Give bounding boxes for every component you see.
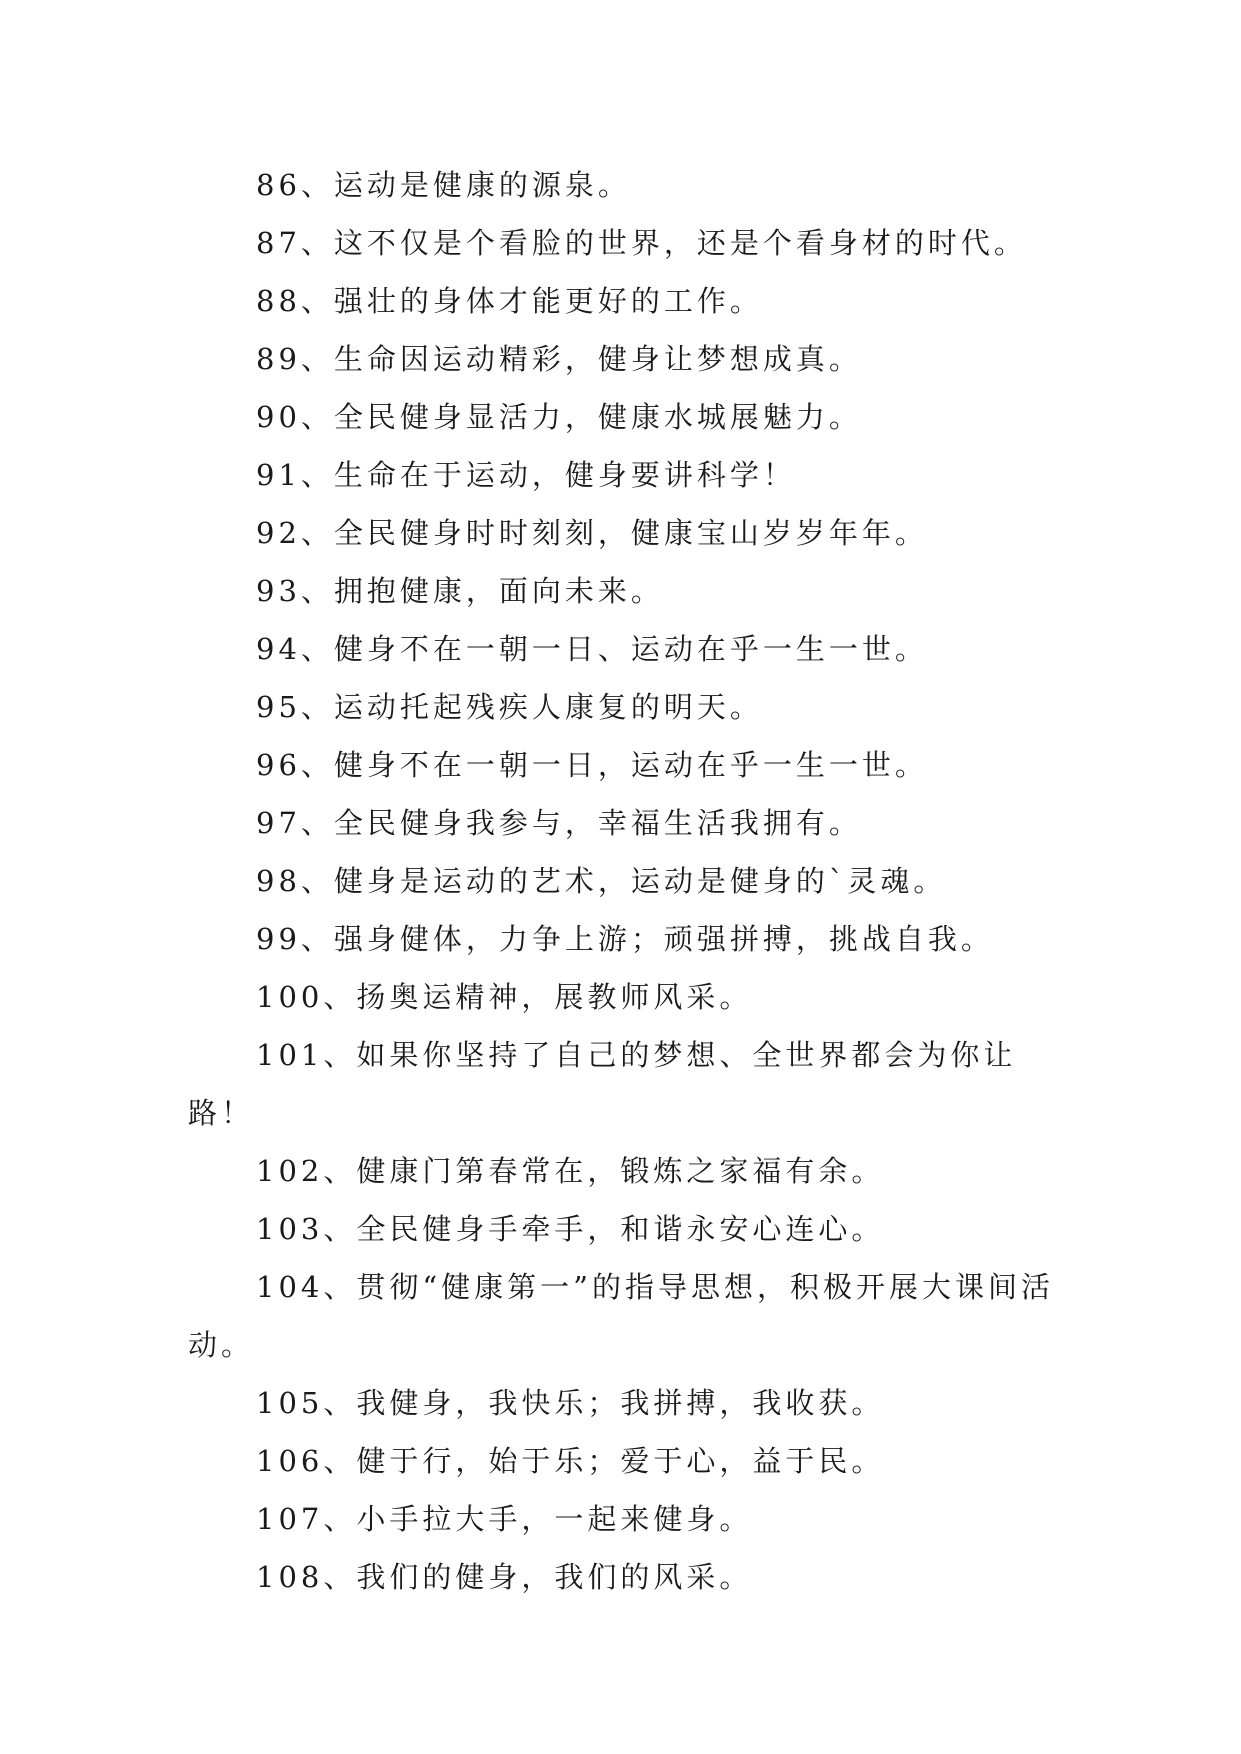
list-item: 94、健身不在一朝一日、运动在乎一生一世。 — [256, 632, 928, 666]
list-item: 96、健身不在一朝一日，运动在乎一生一世。 — [256, 748, 928, 782]
list-item: 98、健身是运动的艺术，运动是健身的`灵魂。 — [256, 864, 947, 898]
list-item: 101、如果你坚持了自己的梦想、全世界都会为你让路！ — [188, 1038, 1017, 1130]
list-item: 103、全民健身手牵手，和谐永安心连心。 — [256, 1212, 885, 1246]
list-item: 102、健康门第春常在，锻炼之家福有余。 — [256, 1154, 885, 1188]
list-item: 91、生命在于运动，健身要讲科学！ — [256, 458, 796, 492]
list-item: 95、运动托起残疾人康复的明天。 — [256, 690, 763, 724]
list-item: 92、全民健身时时刻刻，健康宝山岁岁年年。 — [256, 516, 928, 550]
list-item: 106、健于行，始于乐；爱于心，益于民。 — [256, 1444, 885, 1478]
list-item: 90、全民健身显活力，健康水城展魅力。 — [256, 400, 862, 434]
list-item: 97、全民健身我参与，幸福生活我拥有。 — [256, 806, 862, 840]
list-item: 107、小手拉大手，一起来健身。 — [256, 1502, 753, 1536]
list-item: 104、贯彻“健康第一”的指导思想，积极开展大课间活动。 — [188, 1270, 1055, 1362]
list-item: 105、我健身，我快乐；我拼搏，我收获。 — [256, 1386, 885, 1420]
list-item: 87、这不仅是个看脸的世界，还是个看身材的时代。 — [256, 226, 1027, 260]
list-item: 108、我们的健身，我们的风采。 — [256, 1560, 753, 1594]
list-item: 93、拥抱健康，面向未来。 — [256, 574, 664, 608]
list-item: 88、强壮的身体才能更好的工作。 — [256, 284, 763, 318]
list-item: 100、扬奥运精神，展教师风采。 — [256, 980, 753, 1014]
list-item: 99、强身健体，力争上游；顽强拼搏，挑战自我。 — [256, 922, 994, 956]
list-item: 86、运动是健康的源泉。 — [256, 168, 631, 202]
list-item: 89、生命因运动精彩，健身让梦想成真。 — [256, 342, 862, 376]
slogan-list — [188, 156, 1068, 1606]
